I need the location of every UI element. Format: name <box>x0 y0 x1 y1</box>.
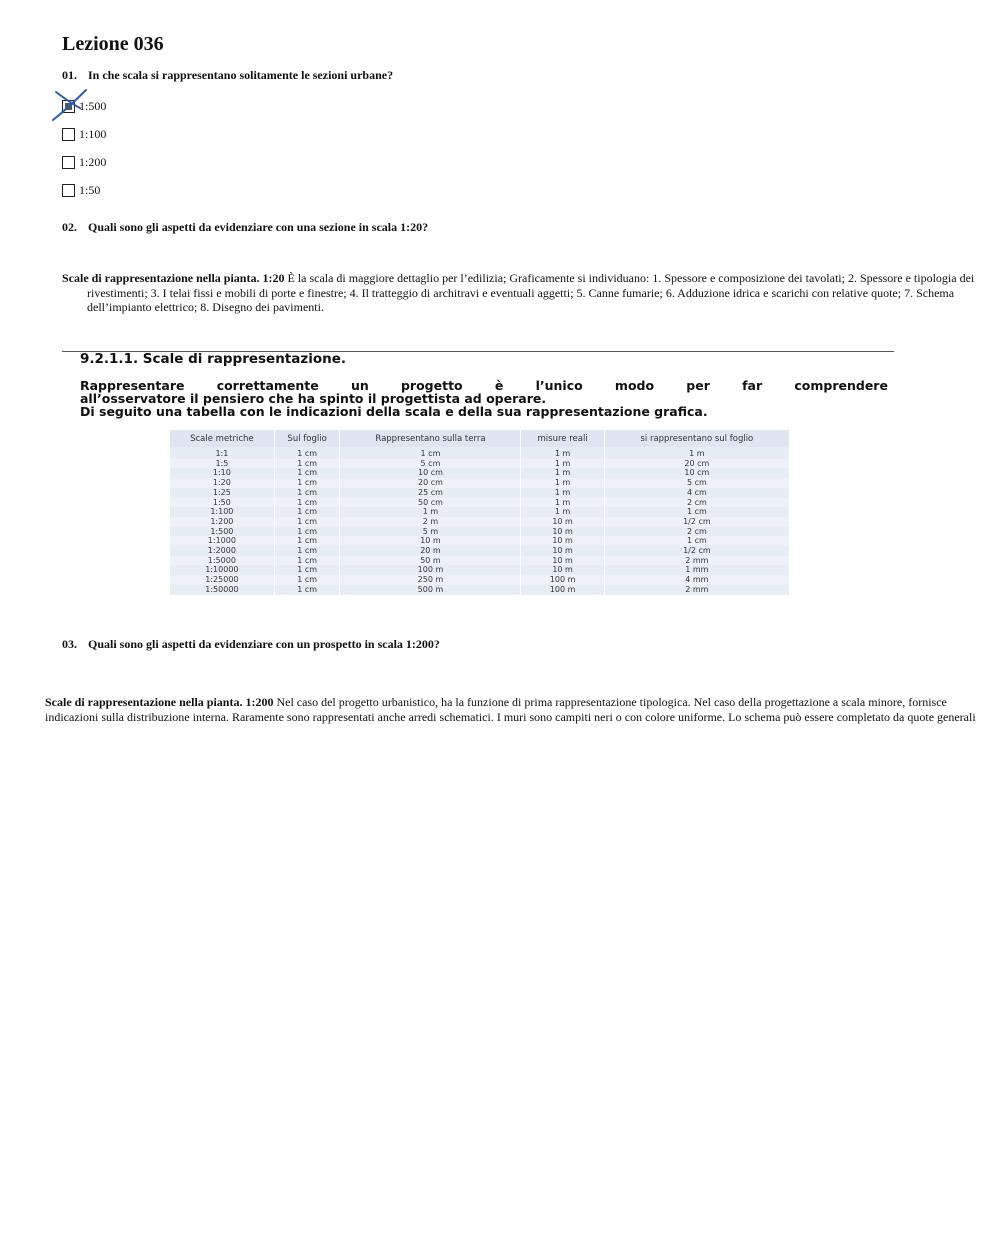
table-cell: 1:200 <box>170 517 274 527</box>
table-row <box>170 507 790 517</box>
table-cell: 1 m <box>521 459 604 469</box>
table-cell: 1 cm <box>274 575 340 585</box>
table-cell: 1 cm <box>274 546 340 556</box>
table-cell: 1:5 <box>170 459 274 469</box>
table-cell: 10 m <box>340 536 521 546</box>
table-body <box>170 447 790 595</box>
question-text: Quali sono gli aspetti da evidenziare con un prospetto in scala 1:200? <box>88 637 440 651</box>
column-header: si rappresentano sul foglio <box>604 430 789 447</box>
table-cell: 1:10000 <box>170 565 274 575</box>
option-2[interactable] <box>62 120 106 148</box>
table-cell: 1 m <box>521 478 604 488</box>
table-cell: 1 cm <box>604 507 789 517</box>
table-cell: 1 cm <box>274 498 340 508</box>
answer-body: È la scala di maggiore dettaglio per l’edilizia; Graficamente si individuano: 1. Spessore e composizione dei tavolati; 2. Spessore e tipologia dei rivestimenti; 3. I telai fissi e mobili di porte e finestre; 4. Il tratteggio di architravi e eventuali aggetti; 5. Canne fumarie; 6. Adduzione idrica e scarichi con relative quote; 7. Schema dell’impianto elettrico; 8. Disegno dei pavimenti. <box>87 271 975 314</box>
excerpt-paragraph <box>80 379 888 418</box>
table-cell: 5 cm <box>340 459 521 469</box>
question-number: 02. <box>62 220 77 234</box>
table-cell: 100 m <box>521 585 604 595</box>
table-cell: 500 m <box>340 585 521 595</box>
excerpt-heading: 9.2.1.1. Scale di rappresentazione. <box>80 351 347 367</box>
table-cell: 1:500 <box>170 527 274 537</box>
table-cell: 2 mm <box>604 585 789 595</box>
word: correttamente <box>216 378 319 393</box>
word: progetto <box>400 378 463 393</box>
table-cell: 1/2 cm <box>604 546 789 556</box>
scale-table <box>170 430 790 595</box>
table-cell: 10 m <box>521 517 604 527</box>
question-text: In che scala si rappresentano solitamente le sezioni urbane? <box>88 68 394 82</box>
option-3[interactable] <box>62 148 106 176</box>
word: modo <box>614 378 655 393</box>
table-cell: 2 cm <box>604 527 789 537</box>
option-label: 1:50 <box>79 182 101 197</box>
table-cell: 1:100 <box>170 507 274 517</box>
table-row <box>170 575 790 585</box>
table-row <box>170 585 790 595</box>
table-cell: 1 cm <box>274 459 340 469</box>
table-row <box>170 468 790 478</box>
word: far <box>742 378 763 393</box>
table-cell: 1 m <box>521 507 604 517</box>
column-header: misure reali <box>521 430 604 447</box>
table-cell: 1/2 cm <box>604 517 789 527</box>
word: un <box>350 378 369 393</box>
table-cell: 20 cm <box>604 459 789 469</box>
table-row <box>170 498 790 508</box>
table-cell: 1:50 <box>170 498 274 508</box>
table-row <box>170 517 790 527</box>
option-label: 1:500 <box>79 98 107 113</box>
table-row <box>170 447 790 459</box>
word: comprendere <box>794 378 888 393</box>
table-row <box>170 527 790 537</box>
table-cell: 1:5000 <box>170 556 274 566</box>
table-row <box>170 556 790 566</box>
table-cell: 1 m <box>521 488 604 498</box>
question-number: 01. <box>62 68 77 82</box>
table-cell: 1:1000 <box>170 536 274 546</box>
pen-cross-mark-icon <box>50 88 90 124</box>
column-header: Sul foglio <box>274 430 340 447</box>
option-4[interactable] <box>62 176 106 204</box>
excerpt-line-2: all’osservatore il pensiero che ha spinto il progettista ad operare. <box>80 391 547 406</box>
question-3 <box>62 637 440 652</box>
table-cell: 1:50000 <box>170 585 274 595</box>
table-row <box>170 565 790 575</box>
table-cell: 1 m <box>340 507 521 517</box>
table-cell: 1 m <box>521 447 604 459</box>
table-cell: 1 cm <box>274 536 340 546</box>
column-header: Scale metriche <box>170 430 274 447</box>
embedded-excerpt <box>62 351 894 418</box>
table-cell: 4 mm <box>604 575 789 585</box>
table-cell: 1:2000 <box>170 546 274 556</box>
table-cell: 1:1 <box>170 447 274 459</box>
word: l’unico <box>535 378 583 393</box>
table-row <box>170 536 790 546</box>
word: Rappresentare <box>80 378 185 393</box>
table-row <box>170 459 790 469</box>
answer-2 <box>62 271 982 315</box>
table-row <box>170 488 790 498</box>
table-cell: 1 cm <box>604 536 789 546</box>
answer-body: Nel caso del progetto urbanistico, ha la funzione di prima rappresentazione tipologica. Nel caso della progettazione a scala minore, fornisce indicazioni sulla distribuzione interna. Raramente sono rappresentati anche arredi schematici. I muri sono campiti neri o con colore uniforme. Lo schema può essere completato da quote generali <box>45 695 976 724</box>
table-cell: 1 m <box>604 447 789 459</box>
question-number: 03. <box>62 637 77 651</box>
table-cell: 20 cm <box>340 478 521 488</box>
table-cell: 1 cm <box>274 527 340 537</box>
table-cell: 1:25000 <box>170 575 274 585</box>
table-cell: 10 cm <box>604 468 789 478</box>
checkbox[interactable] <box>62 184 75 197</box>
answer-heading: Scale di rappresentazione nella pianta. 1:20 <box>62 271 285 285</box>
table-row <box>170 478 790 488</box>
table-cell: 100 m <box>340 565 521 575</box>
table-cell: 25 cm <box>340 488 521 498</box>
table-cell: 250 m <box>340 575 521 585</box>
table-cell: 2 cm <box>604 498 789 508</box>
table-cell: 1 cm <box>274 556 340 566</box>
excerpt-line-3: Di seguito una tabella con le indicazioni della scala e della sua rappresentazione grafica. <box>80 404 708 419</box>
table-cell: 10 m <box>521 546 604 556</box>
table-cell: 1 cm <box>274 507 340 517</box>
table-cell: 1 cm <box>274 585 340 595</box>
question-1 <box>62 68 393 83</box>
table-cell: 50 m <box>340 556 521 566</box>
table-cell: 2 mm <box>604 556 789 566</box>
table-cell: 10 m <box>521 527 604 537</box>
table-cell: 1 cm <box>274 488 340 498</box>
checkbox[interactable] <box>62 128 75 141</box>
option-label: 1:100 <box>79 126 107 141</box>
table-cell: 5 cm <box>604 478 789 488</box>
answer-3 <box>45 695 995 724</box>
table-header-row <box>170 430 790 447</box>
table-cell: 1 cm <box>274 447 340 459</box>
table-cell: 1:25 <box>170 488 274 498</box>
checkbox[interactable] <box>62 156 75 169</box>
table-row <box>170 546 790 556</box>
table-cell: 1 mm <box>604 565 789 575</box>
table-cell: 10 cm <box>340 468 521 478</box>
table-cell: 10 m <box>521 556 604 566</box>
table-cell: 4 cm <box>604 488 789 498</box>
question-2 <box>62 220 428 235</box>
table-cell: 1 cm <box>340 447 521 459</box>
table-cell: 1 cm <box>274 565 340 575</box>
table-cell: 1 cm <box>274 478 340 488</box>
table-cell: 100 m <box>521 575 604 585</box>
option-label: 1:200 <box>79 154 107 169</box>
table-cell: 1 cm <box>274 468 340 478</box>
page-title: Lezione 036 <box>62 33 164 55</box>
table-cell: 1 cm <box>274 517 340 527</box>
word: è <box>494 378 504 393</box>
column-header: Rappresentano sulla terra <box>340 430 521 447</box>
table-cell: 1 m <box>521 498 604 508</box>
table-cell: 2 m <box>340 517 521 527</box>
table-cell: 1:20 <box>170 478 274 488</box>
table-cell: 50 cm <box>340 498 521 508</box>
table-cell: 10 m <box>521 565 604 575</box>
answer-heading: Scale di rappresentazione nella pianta. 1:200 <box>45 695 274 709</box>
table-cell: 1:10 <box>170 468 274 478</box>
word: per <box>686 378 710 393</box>
table-cell: 5 m <box>340 527 521 537</box>
table-cell: 20 m <box>340 546 521 556</box>
table-cell: 1 m <box>521 468 604 478</box>
question-text: Quali sono gli aspetti da evidenziare con una sezione in scala 1:20? <box>88 220 429 234</box>
table-cell: 10 m <box>521 536 604 546</box>
